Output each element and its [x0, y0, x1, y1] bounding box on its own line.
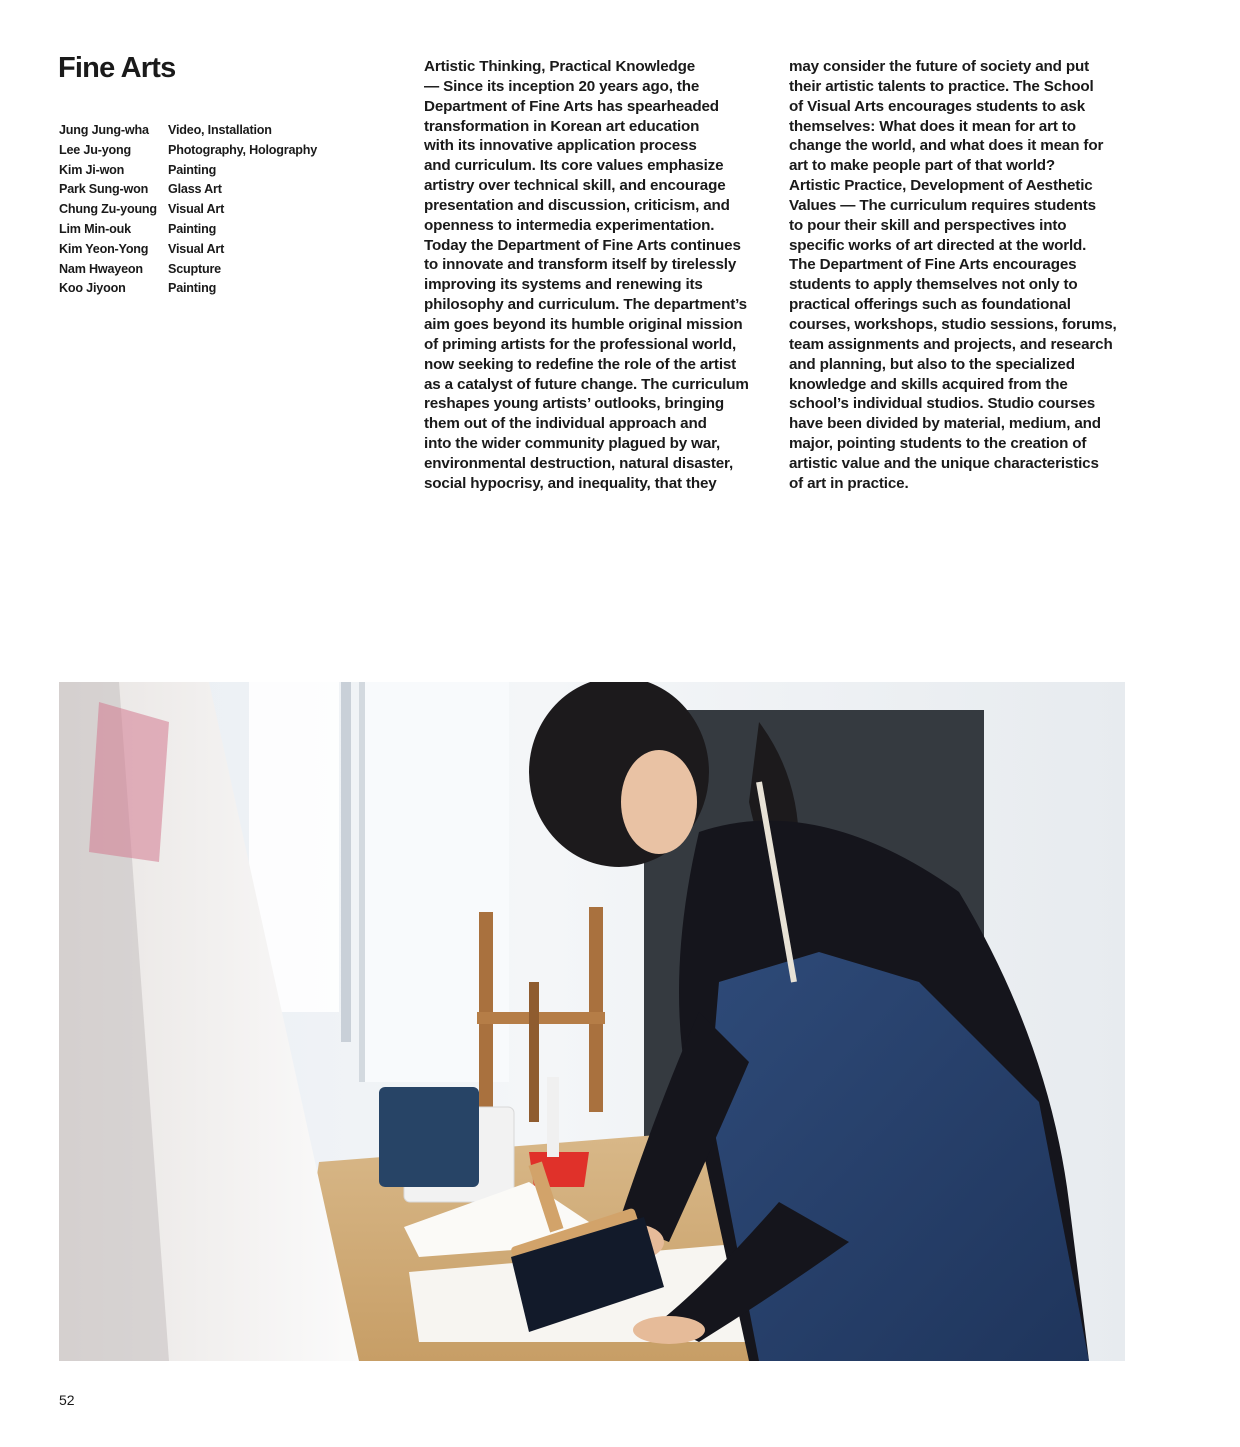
body-text-column-right — [789, 57, 1134, 494]
body-text-line: change the world, and what does it mean for — [789, 137, 1104, 155]
body-text-line: Values — The curriculum requires students — [789, 196, 1096, 214]
body-text-line: openness to intermedia experimentation. — [424, 216, 715, 234]
faculty-field: Visual Art — [168, 241, 225, 256]
faculty-field: Glass Art — [168, 182, 222, 197]
body-text-line: artistic value and the unique characteristics — [789, 454, 1099, 472]
body-text-line: now seeking to redefine the role of the artist — [424, 355, 737, 373]
faculty-name: Koo Jiyoon — [59, 281, 126, 296]
body-text-line: courses, workshops, studio sessions, forums, — [789, 315, 1117, 333]
faculty-row — [59, 220, 359, 240]
body-text-line: to pour their skill and perspectives into — [789, 216, 1067, 234]
faculty-name: Lee Ju-yong — [59, 142, 131, 157]
body-text-line: team assignments and projects, and research — [789, 335, 1113, 353]
body-text-line: Today the Department of Fine Arts continues — [424, 236, 741, 254]
body-text-line: themselves: What does it mean for art to — [789, 117, 1076, 135]
body-text-line: philosophy and curriculum. The department’s — [424, 296, 747, 314]
body-text-line: major, pointing students to the creation of — [789, 435, 1087, 453]
body-text-line: social hypocrisy, and inequality, that they — [424, 474, 717, 492]
body-text-line: Department of Fine Arts has spearheaded — [424, 97, 719, 115]
faculty-name: Park Sung-won — [59, 182, 149, 197]
body-text-line: artistry over technical skill, and encourage — [424, 177, 726, 195]
page-title: Fine Arts — [58, 52, 176, 84]
body-text-line: reshapes young artists’ outlooks, bringing — [424, 395, 725, 413]
body-text-line: — Since its inception 20 years ago, the — [424, 77, 700, 95]
faculty-field: Painting — [168, 221, 217, 236]
faculty-row — [59, 279, 359, 299]
body-text-line: and planning, but also to the specialized — [789, 355, 1075, 373]
faculty-row — [59, 180, 359, 200]
body-text-line: may consider the future of society and put — [789, 58, 1090, 75]
body-text-column-left — [424, 57, 769, 494]
faculty-field: Painting — [168, 162, 217, 177]
body-text-line: knowledge and skills acquired from the — [789, 375, 1068, 393]
body-text-line: practical offerings such as foundational — [789, 296, 1071, 314]
faculty-row — [59, 200, 359, 220]
body-text-line: specific works of art directed at the world. — [789, 236, 1087, 254]
faculty-row — [59, 260, 359, 280]
faculty-field: Visual Art — [168, 202, 225, 217]
body-text-line: Artistic Thinking, Practical Knowledge — [424, 58, 696, 75]
faculty-field: Scupture — [168, 261, 221, 276]
faculty-row — [59, 161, 359, 181]
body-text-line: presentation and discussion, criticism, and — [424, 196, 730, 214]
body-text-line: them out of the individual approach and — [424, 415, 707, 433]
body-text-line: students to apply themselves not only to — [789, 276, 1078, 294]
body-text-line: environmental destruction, natural disaster, — [424, 454, 734, 472]
faculty-name: Chung Zu-young — [59, 202, 157, 217]
faculty-name: Lim Min-ouk — [59, 221, 131, 236]
faculty-row — [59, 240, 359, 260]
body-text-line: The Department of Fine Arts encourages — [789, 256, 1077, 274]
faculty-field: Painting — [168, 281, 217, 296]
faculty-row — [59, 141, 359, 161]
body-text-line: of art in practice. — [789, 474, 909, 492]
body-text-line: art to make people part of that world? — [789, 157, 1056, 175]
body-text-line: as a catalyst of future change. The curriculum — [424, 375, 749, 393]
body-text-line: aim goes beyond its humble original mission — [424, 315, 743, 333]
faculty-name: Kim Ji-won — [59, 162, 125, 177]
body-text-line: their artistic talents to practice. The School — [789, 77, 1094, 95]
body-text-line: improving its systems and renewing its — [424, 276, 703, 294]
body-text-line: and curriculum. Its core values emphasize — [424, 157, 724, 175]
faculty-name: Jung Jung-wha — [59, 123, 149, 137]
body-text-line: to innovate and transform itself by tirelessly — [424, 256, 737, 274]
body-text-line: into the wider community plagued by war, — [424, 435, 721, 453]
faculty-field: Photography, Holography — [168, 142, 318, 157]
faculty-name: Nam Hwayeon — [59, 261, 143, 276]
studio-photo — [59, 682, 1125, 1361]
faculty-name: Kim Yeon-Yong — [59, 241, 149, 256]
faculty-row — [59, 121, 359, 141]
faculty-list — [59, 121, 359, 299]
faculty-field: Video, Installation — [168, 123, 272, 137]
body-text-line: school’s individual studios. Studio courses — [789, 395, 1096, 413]
body-text-line: with its innovative application process — [424, 137, 697, 155]
page-number: 52 — [59, 1392, 75, 1408]
body-text-line: have been divided by material, medium, and — [789, 415, 1101, 433]
body-text-line: of Visual Arts encourages students to ask — [789, 97, 1085, 115]
body-text-line: of priming artists for the professional world, — [424, 335, 737, 353]
body-text-line: Artistic Practice, Development of Aesthetic — [789, 177, 1093, 195]
body-text-line: transformation in Korean art education — [424, 117, 700, 135]
